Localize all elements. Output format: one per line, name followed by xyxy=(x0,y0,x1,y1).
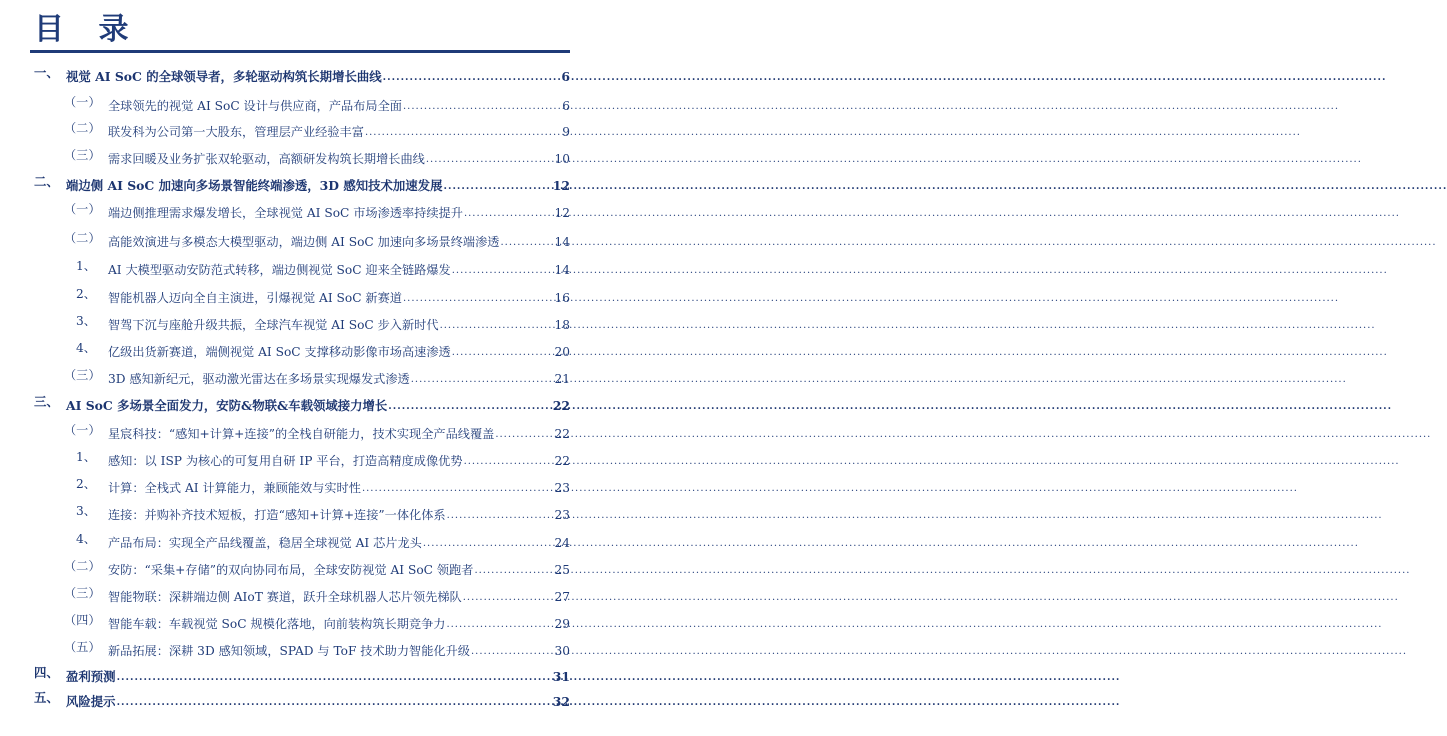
toc-entry-page: 29 xyxy=(554,617,570,631)
toc-dot-leader xyxy=(117,694,552,710)
toc-entry[interactable] xyxy=(0,228,570,250)
toc-entry-page: 32 xyxy=(552,694,570,709)
toc-entry-number: 四、 xyxy=(34,665,59,680)
title-divider xyxy=(30,50,570,53)
toc-entry-title: AI 大模型驱动安防范式转移，端边侧视觉 SoC 迎来全链路爆发 xyxy=(108,263,451,277)
toc-entry-title: 端边侧推理需求爆发增长，全球视觉 AI SoC 市场渗透率持续提升 xyxy=(108,206,463,220)
toc-entry[interactable] xyxy=(0,365,570,387)
toc-entry-page: 14 xyxy=(554,263,570,277)
toc-entry-number: 4、 xyxy=(76,532,96,546)
toc-entry-title: 3D 感知新纪元，驱动激光雷达在多场景实现爆发式渗透 xyxy=(108,372,410,386)
toc-entry-number: （五） xyxy=(64,640,101,654)
toc-entry[interactable] xyxy=(0,663,570,685)
toc-entry-title: 产品布局：实现全产品线覆盖，稳居全球视觉 AI 芯片龙头 xyxy=(108,536,422,550)
toc-entry[interactable] xyxy=(0,284,570,306)
toc-entry-title: AI SoC 多场景全面发力，安防&物联&车载领域接力增长 xyxy=(66,398,388,413)
toc-dot-leader xyxy=(447,507,554,523)
toc-entry-page: 25 xyxy=(554,563,570,577)
toc-entry-number: （三） xyxy=(64,586,101,600)
toc-entry-number: 4、 xyxy=(76,341,96,355)
toc-entry-number: （二） xyxy=(64,231,101,245)
toc-dot-leader xyxy=(452,262,554,278)
toc-dot-leader xyxy=(440,317,554,333)
toc-entry[interactable] xyxy=(0,447,570,469)
toc-entry-page: 27 xyxy=(554,590,570,604)
toc-entry[interactable] xyxy=(0,556,570,578)
toc-dot-leader xyxy=(362,480,554,496)
toc-entry-title: 全球领先的视觉 AI SoC 设计与供应商，产品布局全面 xyxy=(108,99,402,113)
toc-dot-leader xyxy=(463,589,554,605)
toc-entry-page: 30 xyxy=(554,644,570,658)
toc-entry-page: 6 xyxy=(561,69,570,84)
toc-entry-number: 2、 xyxy=(76,287,96,301)
toc-entry-page: 18 xyxy=(554,318,570,332)
toc-dot-leader xyxy=(446,616,553,632)
toc-entry-title: 智能物联：深耕端边侧 AIoT 赛道，跃升全球机器人芯片领先梯队 xyxy=(108,590,462,604)
toc-entry-page: 22 xyxy=(554,454,570,468)
toc-entry-number: （二） xyxy=(64,559,101,573)
toc-entry-title: 视觉 AI SoC 的全球领导者，多轮驱动构筑长期增长曲线 xyxy=(66,69,382,84)
toc-dot-leader xyxy=(426,151,554,167)
toc-dot-leader xyxy=(501,234,554,250)
toc-entry-number: （三） xyxy=(64,368,101,382)
toc-entry[interactable] xyxy=(0,392,570,414)
toc-entry-page: 24 xyxy=(554,536,570,550)
toc-dot-leader xyxy=(403,290,553,306)
toc-entry-number: 1、 xyxy=(76,450,96,464)
toc-dot-leader xyxy=(495,426,553,442)
toc-entry-page: 23 xyxy=(554,508,570,522)
page-title: 目 录 xyxy=(34,12,141,47)
toc-entry[interactable] xyxy=(0,199,570,221)
toc-dot-leader xyxy=(464,453,554,469)
toc-entry-number: 一、 xyxy=(34,65,59,80)
toc-entry-title: 智能机器人迈向全自主演进，引爆视觉 AI SoC 新赛道 xyxy=(108,291,402,305)
toc-entry-number: 五、 xyxy=(34,690,59,705)
toc-entry-page: 21 xyxy=(554,372,570,386)
toc-entry-title: 星宸科技：“感知+计算+连接”的全栈自研能力，技术实现全产品线覆盖 xyxy=(108,427,495,441)
toc-entry[interactable] xyxy=(0,420,570,442)
toc-entry-page: 10 xyxy=(554,152,570,166)
toc-entry-title: 感知：以 ISP 为核心的可复用自研 IP 平台，打造高精度成像优势 xyxy=(108,454,463,468)
toc-entry-title: 风险提示 xyxy=(66,694,116,709)
toc-entry[interactable] xyxy=(0,92,570,114)
toc-dot-leader xyxy=(423,535,554,551)
toc-entry[interactable] xyxy=(0,688,570,710)
toc-dot-leader xyxy=(464,205,554,221)
toc-entry-number: 三、 xyxy=(34,394,59,409)
toc-entry[interactable] xyxy=(0,583,570,605)
toc-entry-number: （一） xyxy=(64,202,101,216)
toc-entry-title: 新品拓展：深耕 3D 感知领域，SPAD 与 ToF 技术助力智能化升级 xyxy=(108,644,470,658)
toc-dot-leader xyxy=(383,69,561,85)
toc-entry-number: （一） xyxy=(64,95,101,109)
toc-entry-number: 1、 xyxy=(76,259,96,273)
toc-entry[interactable] xyxy=(0,637,570,659)
toc-entry-page: 6 xyxy=(562,99,570,113)
toc-entry-title: 高能效演进与多模态大模型驱动，端边侧 AI SoC 加速向多场景终端渗透 xyxy=(108,235,500,249)
toc-entry-title: 需求回暖及业务扩张双轮驱动，高额研发构筑长期增长曲线 xyxy=(108,152,425,166)
toc-entry[interactable] xyxy=(0,501,570,523)
toc-entry[interactable] xyxy=(0,610,570,632)
toc-entry-page: 22 xyxy=(554,427,570,441)
toc-entry[interactable] xyxy=(0,338,570,360)
toc-entry[interactable] xyxy=(0,311,570,333)
toc-dot-leader xyxy=(411,371,554,387)
toc-entry-page: 23 xyxy=(554,481,570,495)
toc-entry-number: （一） xyxy=(64,423,101,437)
toc-entry-title: 计算：全栈式 AI 计算能力，兼顾能效与实时性 xyxy=(108,481,361,495)
toc-entry-number: （二） xyxy=(64,121,101,135)
toc-entry-number: 3、 xyxy=(76,504,96,518)
toc-entry-title: 智驾下沉与座舱升级共振，全球汽车视觉 AI SoC 步入新时代 xyxy=(108,318,439,332)
toc-entry[interactable] xyxy=(0,63,570,85)
toc-entry-page: 22 xyxy=(552,398,570,413)
toc-entry[interactable] xyxy=(0,529,570,551)
toc-dot-leader xyxy=(365,124,561,140)
toc-entry[interactable] xyxy=(0,474,570,496)
toc-entry-title: 端边侧 AI SoC 加速向多场景智能终端渗透，3D 感知技术加速发展 xyxy=(66,178,443,193)
toc-dot-leader xyxy=(471,643,553,659)
toc-entry-page: 16 xyxy=(554,291,570,305)
toc-entry[interactable] xyxy=(0,145,570,167)
toc-dot-leader xyxy=(388,398,551,414)
toc-dot-leader xyxy=(474,562,553,578)
toc-entry-title: 连接：并购补齐技术短板，打造“感知+计算+连接”一体化体系 xyxy=(108,508,446,522)
toc-entry-title: 亿级出货新赛道，端侧视觉 AI SoC 支撑移动影像市场高速渗透 xyxy=(108,345,451,359)
toc-entry-title: 安防：“采集+存储”的双向协同布局，全球安防视觉 AI SoC 领跑者 xyxy=(108,563,474,577)
toc-entry[interactable] xyxy=(0,172,570,194)
toc-dot-leader xyxy=(403,98,561,114)
toc-entry-page: 14 xyxy=(554,235,570,249)
toc-entry-number: （三） xyxy=(64,148,101,162)
toc-entry-title: 联发科为公司第一大股东，管理层产业经验丰富 xyxy=(108,125,364,139)
toc-entry[interactable] xyxy=(0,256,570,278)
toc-dot-leader xyxy=(443,178,551,194)
toc-entry-title: 智能车载：车载视觉 SoC 规模化落地，向前装构筑长期竞争力 xyxy=(108,617,446,631)
toc-entry-page: 9 xyxy=(562,125,570,139)
toc-dot-leader xyxy=(117,669,552,685)
toc-dot-leader xyxy=(452,344,554,360)
toc-entry-title: 盈利预测 xyxy=(66,669,116,684)
toc-entry-number: 二、 xyxy=(34,174,59,189)
toc-entry-number: 2、 xyxy=(76,477,96,491)
toc-entry-page: 20 xyxy=(554,345,570,359)
toc-entry-page: 12 xyxy=(554,206,570,220)
toc-entry[interactable] xyxy=(0,118,570,140)
toc-entry-number: （四） xyxy=(64,613,101,627)
toc-entry-page: 31 xyxy=(552,669,570,684)
toc-entry-number: 3、 xyxy=(76,314,96,328)
toc-entry-page: 12 xyxy=(552,178,570,193)
